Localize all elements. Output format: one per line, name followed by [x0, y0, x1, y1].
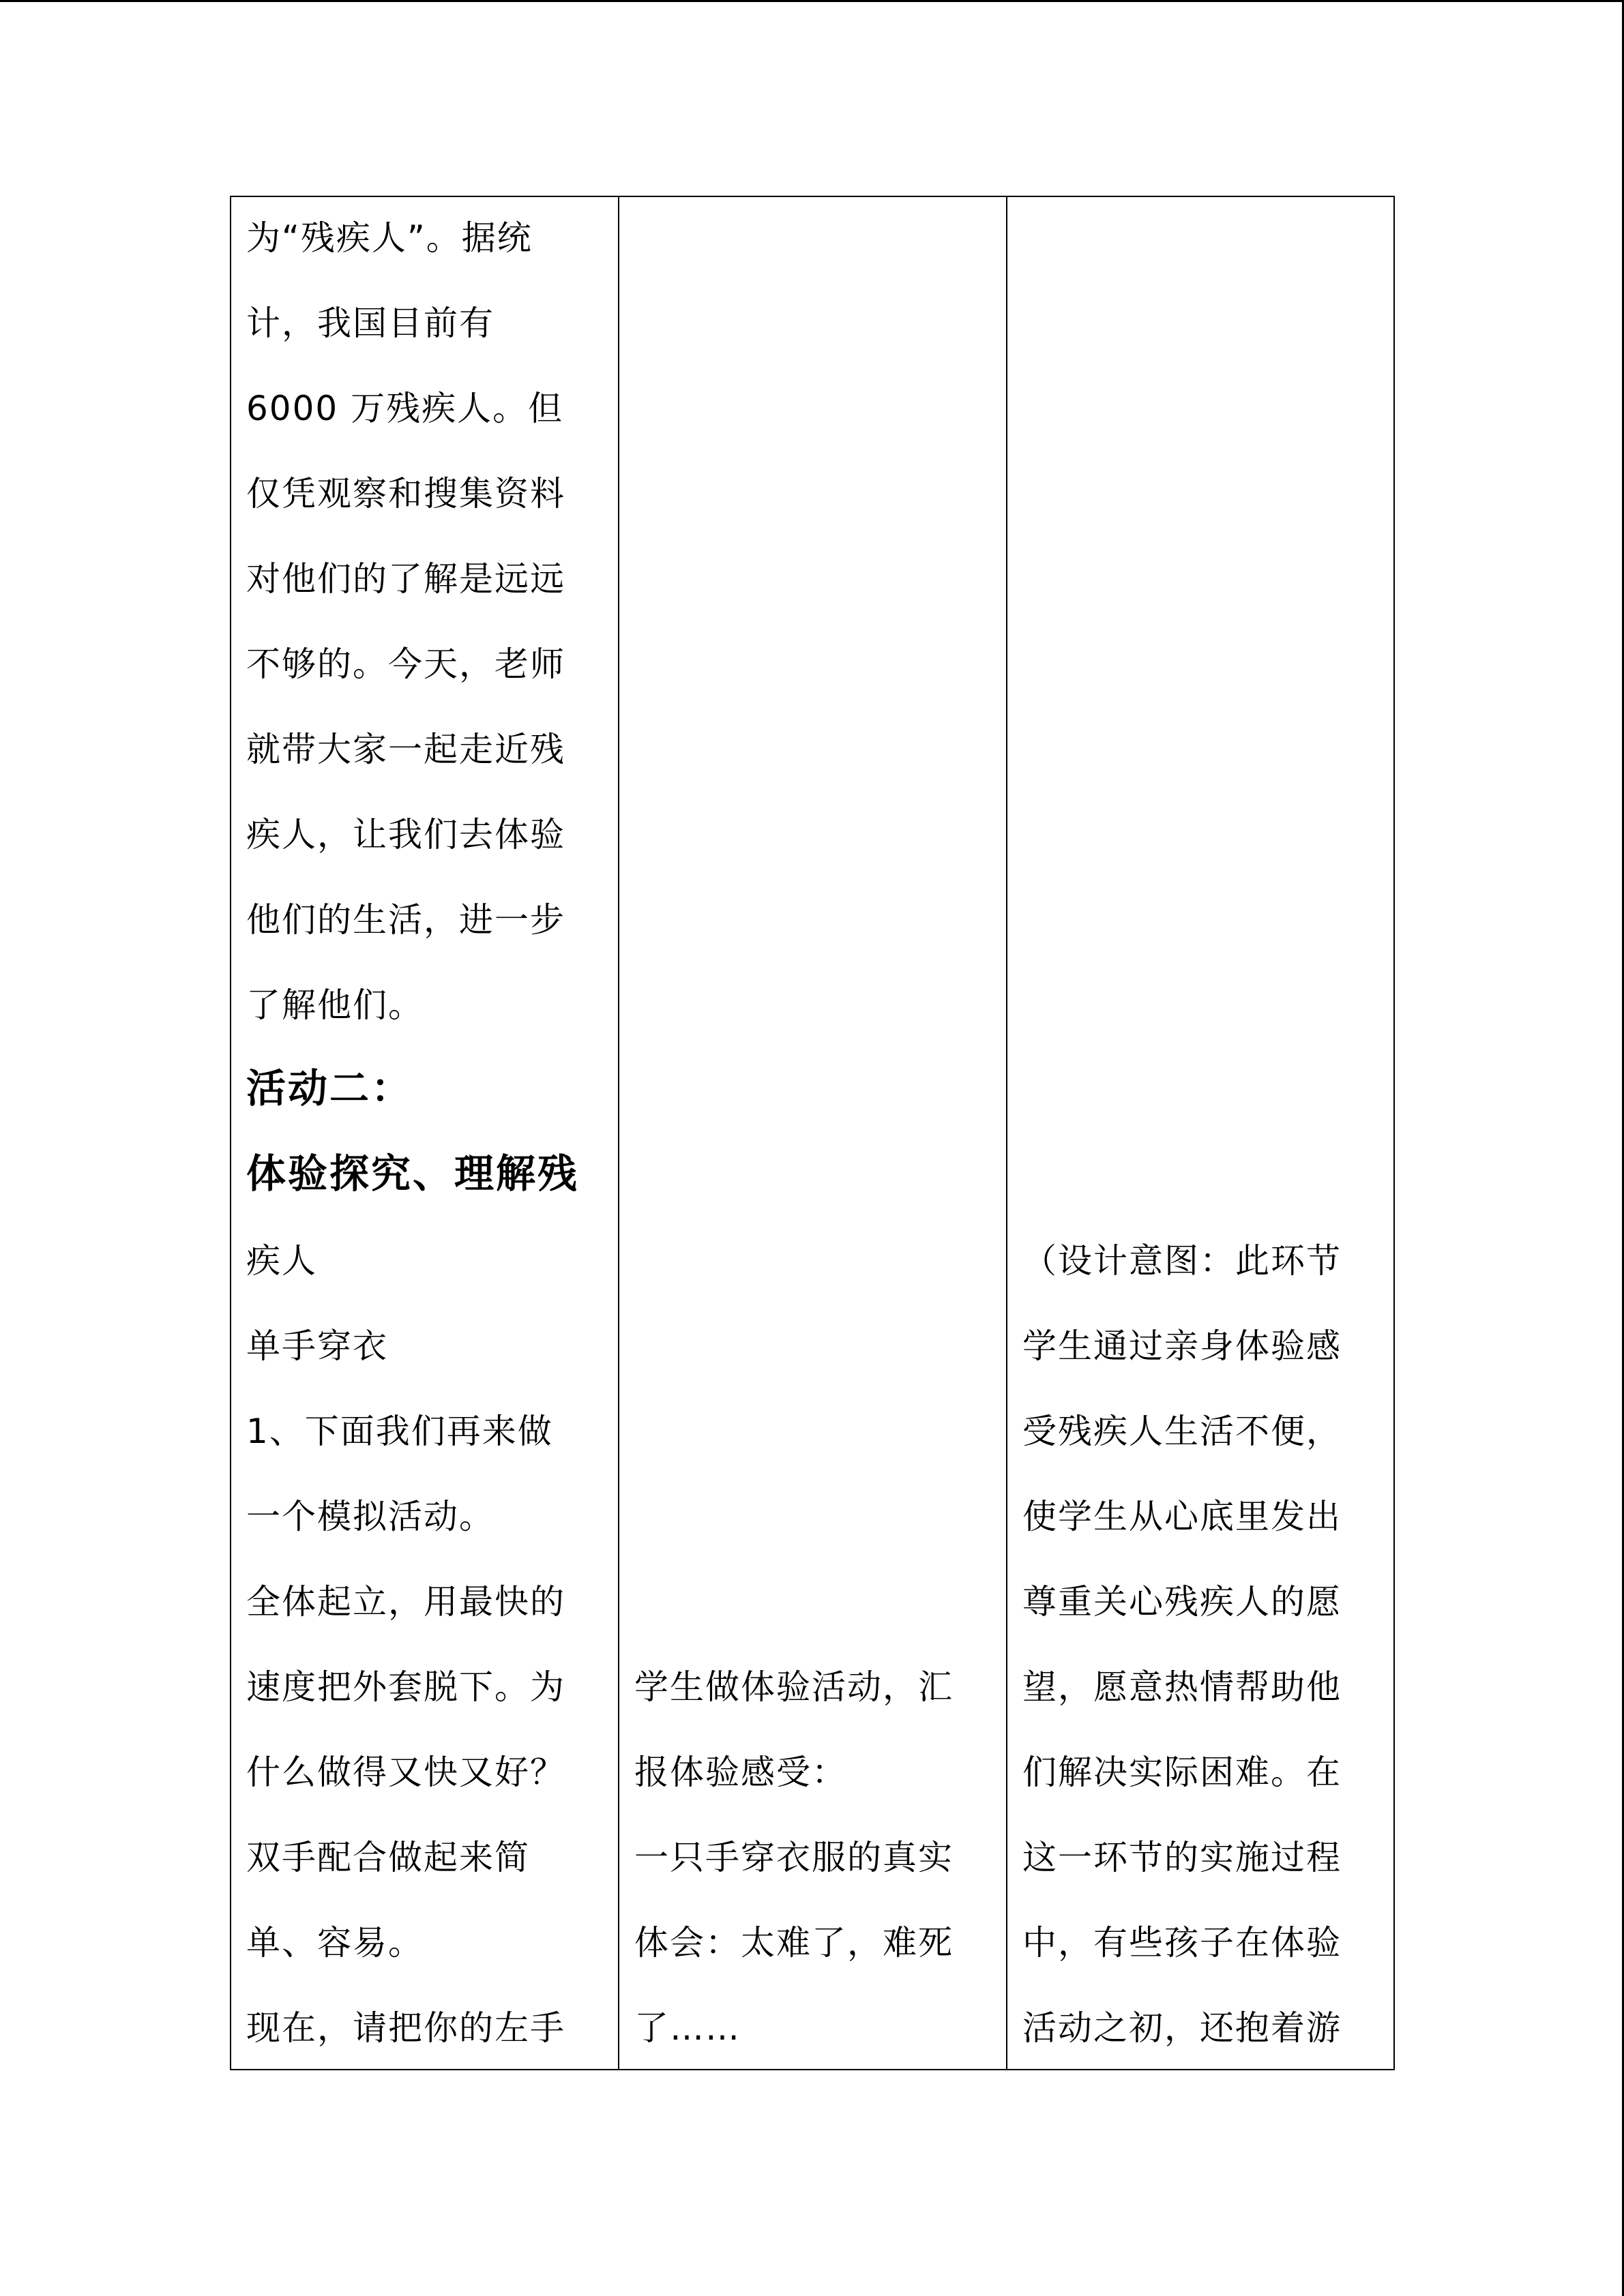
text-line: 使学生从心底里发出	[1022, 1497, 1342, 1536]
text-line: 1、下面我们再来做	[246, 1412, 553, 1451]
text-line: 学生通过亲身体验感	[1022, 1326, 1342, 1366]
text-line: 一个模拟活动。	[246, 1497, 494, 1536]
activity-heading: 活动二：	[246, 1065, 413, 1112]
text-line: 中，有些孩子在体验	[1022, 1923, 1342, 1963]
text-line: 单、容易。	[246, 1923, 424, 1963]
design-intent-cell	[1007, 196, 1394, 2070]
lesson-plan-table	[230, 196, 1395, 2070]
text-line: 学生做体验活动，汇	[634, 1667, 954, 1707]
text-line: 6000 万残疾人。但	[246, 389, 564, 428]
text-line: 单手穿衣	[246, 1326, 388, 1366]
text-line: （设计意图：此环节	[1022, 1241, 1342, 1281]
text-line: 报体验感受：	[634, 1753, 847, 1792]
text-line: 全体起立，用最快的	[246, 1582, 565, 1622]
text-line: 计，我国目前有	[246, 303, 494, 343]
text-line: 不够的。今天，老师	[246, 644, 565, 684]
text-line: 了解他们。	[246, 985, 424, 1025]
text-line: 一只手穿衣服的真实	[634, 1838, 954, 1877]
text-line: 疾人	[246, 1241, 317, 1281]
activity-heading: 体验探究、理解残	[246, 1150, 580, 1197]
text-line: 双手配合做起来简	[246, 1838, 530, 1877]
text-line: 仅凭观察和搜集资料	[246, 474, 565, 513]
student-activity-cell	[619, 196, 1007, 2070]
text-line: 体会：太难了，难死	[634, 1923, 954, 1963]
text-line: 为“残疾人”。据统	[246, 218, 533, 258]
text-line: 就带大家一起走近残	[246, 730, 565, 769]
text-line: 他们的生活，进一步	[246, 900, 565, 940]
page-top-border	[0, 0, 1624, 2]
table-row	[231, 196, 1394, 2070]
text-line: 这一环节的实施过程	[1022, 1838, 1342, 1877]
text-line: 了……	[634, 2008, 741, 2048]
text-line: 什么做得又快又好？	[246, 1753, 565, 1792]
text-line: 速度把外套脱下。为	[246, 1667, 565, 1707]
text-line: 受残疾人生活不便，	[1022, 1412, 1342, 1451]
text-line: 疾人，让我们去体验	[246, 815, 565, 854]
text-line: 们解决实际困难。在	[1022, 1753, 1342, 1792]
text-line: 对他们的了解是远远	[246, 559, 565, 599]
text-line: 望，愿意热情帮助他	[1022, 1667, 1342, 1707]
text-line: 活动之初，还抱着游	[1022, 2008, 1342, 2048]
teacher-activity-cell	[231, 196, 619, 2070]
text-line: 尊重关心残疾人的愿	[1022, 1582, 1342, 1622]
text-line: 现在，请把你的左手	[246, 2008, 565, 2048]
